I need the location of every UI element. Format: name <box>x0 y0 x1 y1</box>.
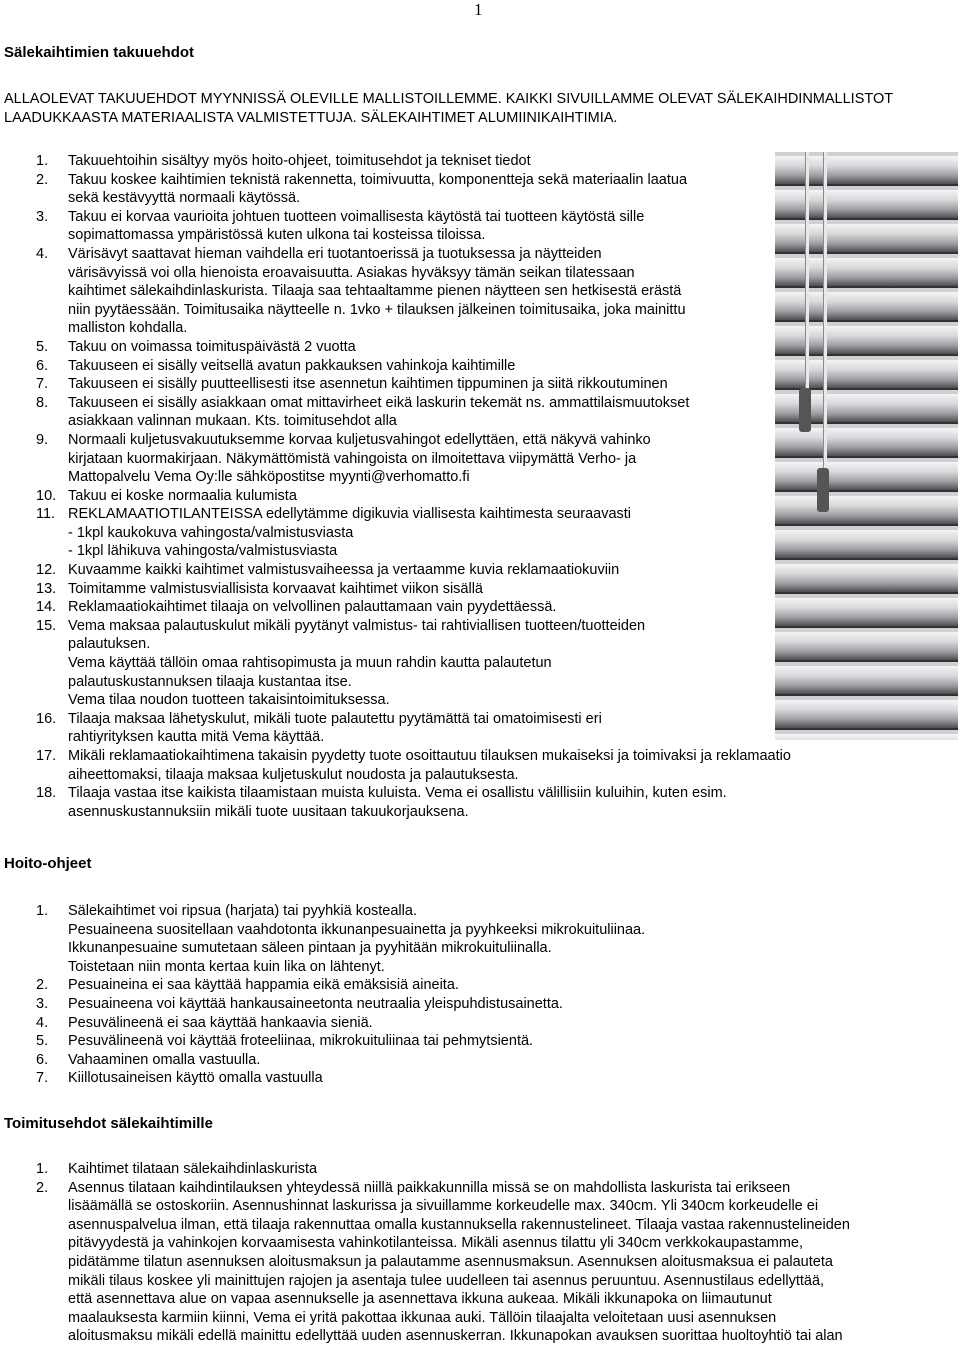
list-item-number: 12. <box>36 562 57 579</box>
list-item-text: Mikäli reklamaatiokaihtimena takaisin pyydetty tuote osoittautuu tilauksen mukaiseksi ja toimivaksi ja reklamaatio aiheettomaksi, tilaaja maksaa kuljetuskulut noudosta ja palautuksesta. <box>68 748 791 783</box>
list-item-number: 5. <box>36 338 49 355</box>
blind-slat <box>775 564 958 594</box>
intro-paragraph: ALLAOLEVAT TAKUUEHDOT MYYNNISSÄ OLEVILLE MALLISTOILLEMME. KAIKKI SIVUILLAMME OLEVAT SÄLEKAIHDINMALLISTOT LAADUKKAASTA MATERIAALISTA VALMISTETTUJA. SÄLEKAIHTIMET ALUMIINIKAIHTIMIA. <box>4 91 893 126</box>
blind-cord <box>823 152 827 472</box>
list-item-text: Takuu koskee kaihtimien teknistä rakennetta, toimivuutta, komponentteja sekä materiaalin laatua sekä kestävyyttä normaali käytössä. <box>68 171 688 207</box>
list-item <box>0 1051 956 1070</box>
list-item-text: Takuu ei korvaa vaurioita johtuen tuotteen voimallisesta käytöstä tai tuotteen käytöstä sille sopimattomassa ympäristössä kuten ulkona tai kosteissa tiloissa. <box>68 208 645 244</box>
list-item-text: REKLAMAATIOTILANTEISSA edellytämme digikuvia viallisesta kaihtimesta seuraavasti - 1kpl kaukokuva vahingosta/valmistusviasta - 1kpl lähikuva vahingosta/valmistusviasta <box>68 506 632 560</box>
care-instructions-heading: Hoito-ohjeet <box>4 855 92 872</box>
list-item-number: 11. <box>36 506 56 523</box>
blind-slat <box>775 462 958 492</box>
list-item-text: Takuu on voimassa toimituspäivästä 2 vuotta <box>68 338 356 355</box>
list-item <box>0 976 956 995</box>
list-item-number: 16. <box>36 710 57 727</box>
blind-slat <box>775 666 958 696</box>
list-item-number: 4. <box>36 245 49 262</box>
list-item-number: 15. <box>36 617 57 634</box>
list-item-text: Vahaaminen omalla vastuulla. <box>68 1051 261 1068</box>
list-item-number: 18. <box>36 785 57 802</box>
blind-cord-handle <box>817 468 829 512</box>
list-item-text: Pesuvälineenä ei saa käyttää hankaavia sieniä. <box>68 1014 373 1031</box>
list-item <box>0 902 956 976</box>
list-item-text: Pesuvälineenä voi käyttää froteeliinaa, mikrokuituliinaa tai pehmytsientä. <box>68 1033 534 1050</box>
list-item-number: 2. <box>36 977 49 994</box>
list-item <box>0 1014 956 1033</box>
page-number: 1 <box>474 0 483 19</box>
list-item-text: Sälekaihtimet voi ripsua (harjata) tai pyyhkiä kostealla. Pesuaineena suositellaan vaahdotonta ikkunanpesuainetta ja pyyhkeeksi mikrokuituliinaa. Ikkunanpesuaine sumutetaan säleen pintaan ja pyyhitään mikrokuituliinalla. Toistetaan niin monta kertaa kuin lika on lähtenyt. <box>68 903 646 975</box>
blind-slat <box>775 428 958 458</box>
list-item-text: Kaihtimet tilataan sälekaihdinlaskurista <box>68 1161 318 1177</box>
list-item-number: 6. <box>36 357 49 374</box>
blind-slat <box>775 632 958 662</box>
list-item-number: 1. <box>36 903 49 919</box>
list-item-text: Takuuseen ei sisälly asiakkaan omat mittavirheet eikä laskurin tekemät ns. ammattilaismuutokset asiakkaan valinnan mukaan. Kts. toimitusehdot alla <box>68 394 690 430</box>
document-title: Sälekaihtimien takuuehdot <box>4 44 195 61</box>
list-item-text: Takuu ei koske normaalia kulumista <box>68 487 297 504</box>
blind-cord-handle <box>799 388 811 432</box>
blind-slat <box>775 258 958 288</box>
list-item-number: 5. <box>36 1033 49 1050</box>
list-item-text: Pesuaineina ei saa käyttää happamia eikä emäksisiä aineita. <box>68 977 459 994</box>
delivery-terms-heading: Toimitusehdot sälekaihtimille <box>4 1115 213 1132</box>
blind-cord <box>805 152 809 392</box>
list-item-number: 9. <box>36 431 49 448</box>
delivery-terms-list <box>0 1160 956 1346</box>
list-item-text: Toimitamme valmistusviallisista korvaavat kaihtimet viikon sisällä <box>68 580 483 597</box>
list-item-number: 6. <box>36 1051 49 1068</box>
list-item-text: Takuuseen ei sisälly puutteellisesti itse asennetun kaihtimen tippuminen ja siitä rikkoutuminen <box>68 376 668 393</box>
blind-slat <box>775 598 958 628</box>
list-item <box>0 1032 956 1051</box>
list-item-text: Tilaaja vastaa itse kaikista tilaamistaan muista kuluista. Vema ei osallistu välillisiin kuluihin, kuten esim. asennuskustannuksiin mikäli tuote uusitaan takuukorjauksena. <box>68 785 727 820</box>
list-item-text: Takuuseen ei sisälly veitsellä avatun pakkauksen vahinkoja kaihtimille <box>68 357 516 374</box>
list-item-text: Takuuehtoihin sisältyy myös hoito-ohjeet, toimitusehdot ja tekniset tiedot <box>68 153 531 169</box>
list-item-number: 17. <box>36 748 57 764</box>
blind-slat <box>775 700 958 730</box>
list-item-number: 2. <box>36 1179 49 1196</box>
list-item-text: Vema maksaa palautuskulut mikäli pyytänyt valmistus- tai rahtiviallisen tuotteen/tuotteiden palautuksen. Vema käyttää tällöin omaa rahtisopimusta ja muun rahdin kautta palautetun palautuskustannuksen tilaaja kustantaa itse. Vema tilaa noudon tuotteen takaisintoimituksessa. <box>68 617 646 709</box>
list-item-text: Asennus tilataan kaihdintilauksen yhteydessä niillä paikkakunnilla missä se on mahdollista laskurista tai erikseen lisäämällä se ostoskoriin. Asennushinnat laskurissa ja sivuillamme korkeudelle max. 340cm. Yli 340cm korkeudelle ei asennuspalvelua ilman, että tilaaja rakennuttaa omalla kustannuksella rakennustelineet. Tilaaja vastaa rakennustelineiden pitävyydestä ja vahinkojen korvaamisesta vahinkotilanteissa. Mikäli asennus tilattu yli 340cm verkkokaupastamme, pidätämme tilatun asennuksen aloitusmaksun ja palautamme asennusmaksun. Asennuksen aloitusmaksua ei palauteta mikäli tilaus koskee yli mainittujen rajojen ja asentaja tulee uudelleen tai asennus peruuntuu. Asennustilaus edellyttää, että asennettava alue on vapaa asennukselle ja asennettava ikkuna aukeaa. Mikäli ikkunapoka on liimautunut maalauksesta karmiin kiinni, Vema ei yritä pakottaa ikkunaa auki. Tällöin tilaajalta veloitetaan uusi asennuksen aloitusmaksu mikäli edellä mainittu edellyttää uuden asennuskerran. Ikkunapokan avauksen suorittaa huoltoyhtiö tai alan <box>68 1179 850 1345</box>
list-item-number: 8. <box>36 394 49 411</box>
list-item <box>0 995 956 1014</box>
list-item-text: Pesuaineena voi käyttää hankausaineetonta neutraalia yleispuhdistusainetta. <box>68 995 563 1012</box>
blind-slat <box>775 496 958 526</box>
list-item-text: Normaali kuljetusvakuutuksemme korvaa kuljetusvahingot edellyttäen, että näkyvä vahinko kirjataan kuormakirjaan. Näkymättömistä vahingoista on ilmoitettava viipymättä Verho- ja Mattopalvelu Vema Oy:lle sähköpostitse myynti@verhomatto.fi <box>68 431 651 486</box>
list-item-text: Reklamaatiokaihtimet tilaaja on velvollinen palauttamaan vain pyydettäessä. <box>68 599 557 616</box>
care-instructions-list <box>0 902 956 1088</box>
list-item-number: 13. <box>36 580 57 597</box>
blind-slat <box>775 326 958 356</box>
list-item <box>0 1179 956 1346</box>
list-item-text: Tilaaja maksaa lähetyskulut, mikäli tuote palautettu pyytämättä tai omatoimisesti eri rahtiyrityksen kautta mitä Vema käyttää. <box>68 710 602 746</box>
list-item-number: 1. <box>36 1161 49 1177</box>
list-item-number: 3. <box>36 208 49 225</box>
blind-slat <box>775 156 958 186</box>
blind-slat <box>775 734 958 740</box>
list-item-number: 4. <box>36 1014 49 1031</box>
list-item-number: 7. <box>36 376 49 393</box>
list-item <box>0 1069 956 1088</box>
list-item-text: Kuvaamme kaikki kaihtimet valmistusvaiheessa ja vertaamme kuvia reklamaatiokuviin <box>68 562 620 579</box>
list-item-number: 3. <box>36 995 49 1012</box>
list-item-text: Kiillotusaineisen käyttö omalla vastuulla <box>68 1070 323 1087</box>
list-item-text: Värisävyt saattavat hieman vaihdella eri tuotantoerissä ja tuotuksessa ja näytteiden värisävyissä voi olla hienoista eroavaisuutta. Asiakas hyväksyy tämän seikan tilatessaan kaihtimet sälekaihdinlaskurista. Tilaaja saa tehtaaltamme pienen näytteen sen hetkisestä erästä niin pyytäessään. Toimitusaika näytteelle n. 1vko + tilauksen jälkeinen toimitusaika, joka mainittu malliston kohdalla. <box>68 245 686 337</box>
blind-slat <box>775 530 958 560</box>
list-item-number: 10. <box>36 487 57 504</box>
list-item-number: 2. <box>36 171 49 188</box>
list-item <box>0 784 956 821</box>
list-item <box>0 747 956 784</box>
blind-slat <box>775 360 958 390</box>
list-item-number: 1. <box>36 153 49 169</box>
venetian-blind-photo <box>775 152 958 740</box>
blind-slat <box>775 224 958 254</box>
blind-slat <box>775 190 958 220</box>
blind-slat <box>775 292 958 322</box>
list-item-number: 7. <box>36 1070 49 1087</box>
list-item-number: 14. <box>36 599 57 616</box>
list-item <box>0 1160 956 1179</box>
